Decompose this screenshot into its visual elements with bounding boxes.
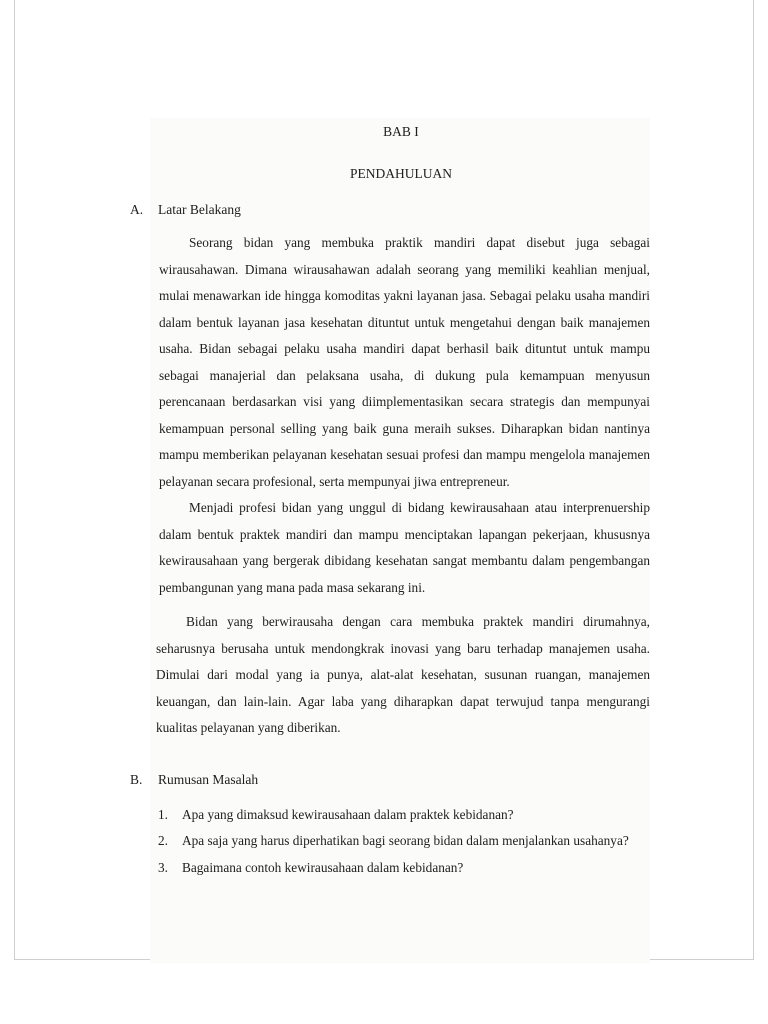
list-item-text: Bagaimana contoh kewirausahaan dalam kebidanan?	[182, 859, 464, 875]
list-item	[158, 855, 650, 882]
chapter-number: BAB I	[383, 124, 419, 139]
document-body	[130, 118, 650, 881]
paragraph-1: Seorang bidan yang membuka praktik mandiri dapat disebut juga sebagai wirausahawan. Dimana wirausahawan adalah seorang yang memiliki keahlian menjual, mulai menawarkan ide hingga komoditas yakni layanan jasa. Sebagai pelaku usaha mandiri dalam bentuk layanan jasa kesehatan dituntut untuk mengetahui dengan baik manajemen usaha. Bidan sebagai pelaku usaha mandiri dapat berhasil baik dituntut untuk mampu sebagai manajerial dan pelaksana usaha, di dukung pula kemampuan menyusun perencanaan berdasarkan visi yang diimplementasikan secara strategis dan mempunyai kemampuan personal selling yang baik guna meraih sukses. Diharapkan bidan nantinya mampu memberikan pelayanan kesehatan sesuai profesi dan mampu mengelola manajemen pelayanan secara profesional, serta mempunyai jiwa entrepreneur.	[159, 235, 650, 489]
chapter-title: PENDAHULUAN	[350, 166, 452, 181]
list-item-number: 1.	[158, 806, 168, 822]
section-b-title: Rumusan Masalah	[158, 771, 259, 787]
paragraph-3: Bidan yang berwirausaha dengan cara membuka praktek mandiri dirumahnya, seharusnya berusaha untuk mendongkrak inovasi yang baru terhadap manajemen usaha. Dimulai dari modal yang ia punya, alat-alat kesehatan, susunan ruangan, manajemen keuangan, dan lain-lain. Agar laba yang diharapkan dapat terwujud tanpa mengurangi kualitas pelayanan yang diberikan.	[156, 614, 650, 735]
section-b-letter: B.	[130, 771, 143, 787]
list-item-number: 3.	[158, 859, 168, 875]
list-item-number: 2.	[158, 833, 168, 848]
section-a-title: Latar Belakang	[158, 202, 241, 217]
list-item	[158, 828, 650, 855]
problem-list	[158, 802, 650, 882]
list-item-text: Apa saja yang harus diperhatikan bagi seorang bidan dalam menjalankan usahanya?	[182, 833, 629, 848]
list-item	[158, 802, 650, 829]
paragraph-2: Menjadi profesi bidan yang unggul di bidang kewirausahaan atau interprenuership dalam bentuk praktek mandiri dan mampu menciptakan lapangan pekerjaan, khususnya kewirausahaan yang bergerak dibidang kesehatan sangat membantu dalam pengembangan pembangunan yang mana pada masa sekarang ini.	[159, 500, 650, 595]
section-a-heading	[130, 202, 650, 218]
section-a-letter: A.	[130, 202, 144, 217]
list-item-text: Apa yang dimaksud kewirausahaan dalam praktek kebidanan?	[182, 806, 514, 822]
section-b-heading	[130, 772, 650, 788]
